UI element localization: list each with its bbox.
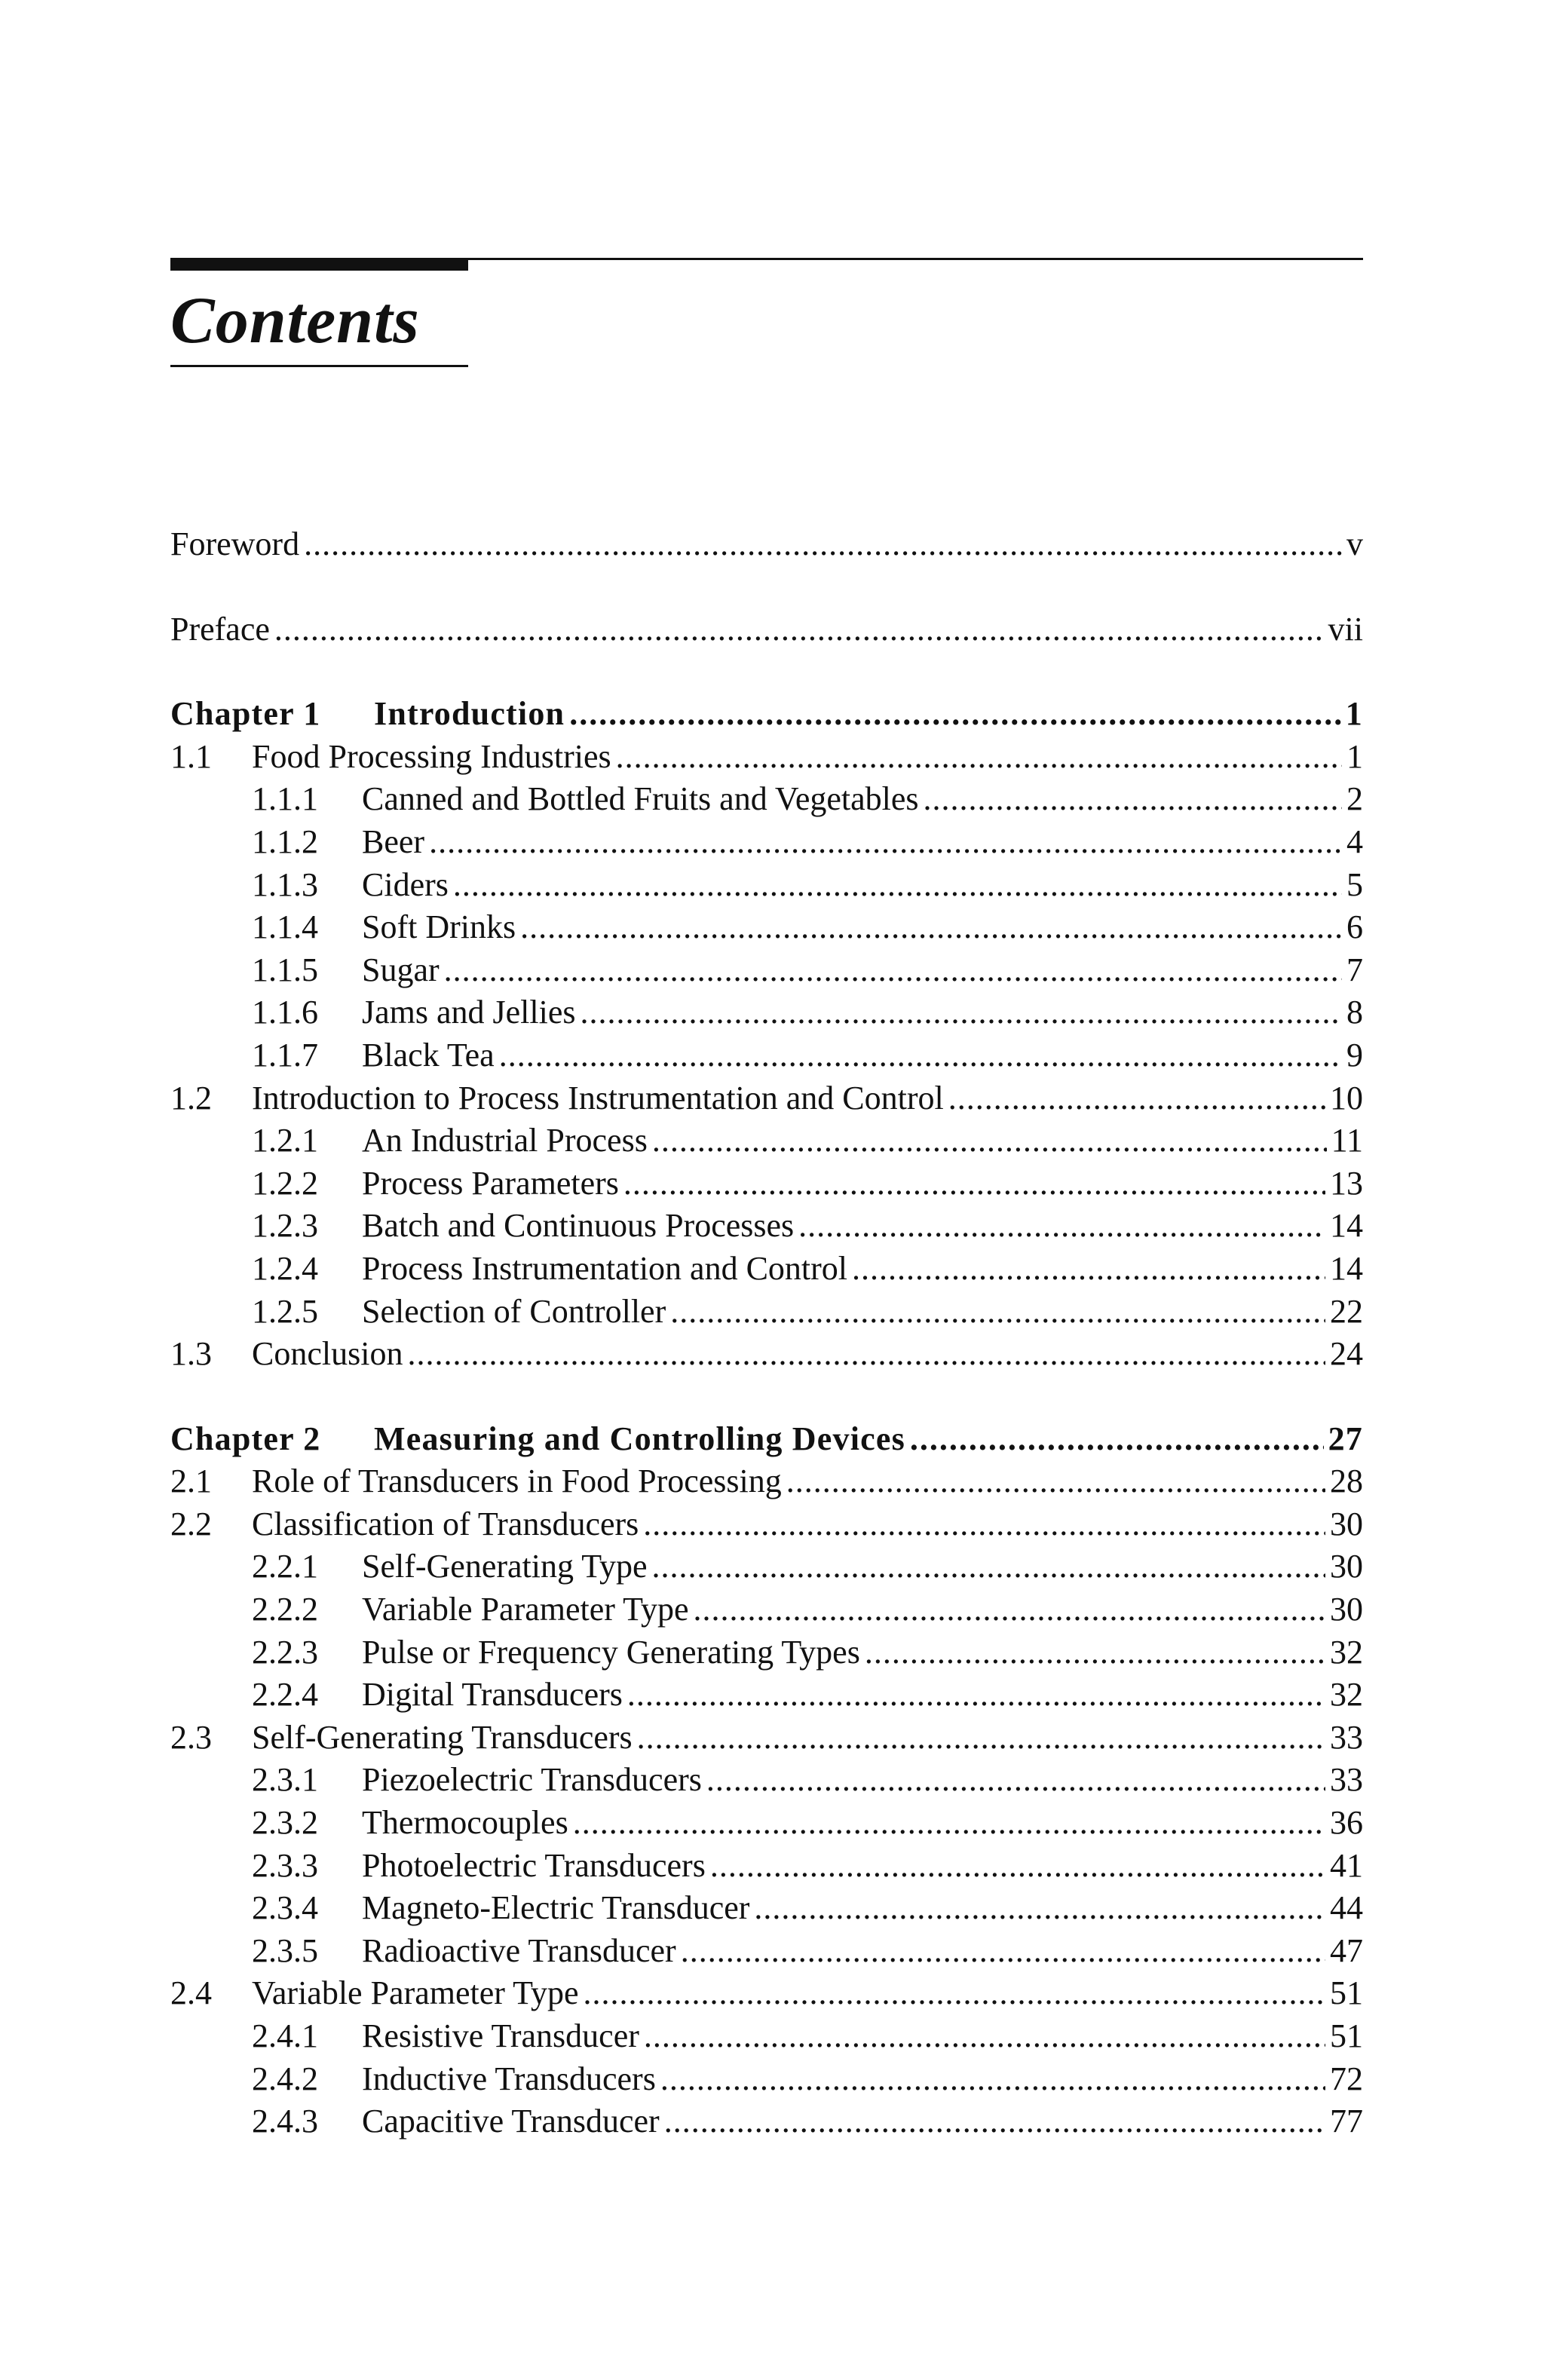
dot-leader: [429, 822, 1342, 861]
toc-page-number: 30: [1330, 1548, 1363, 1585]
toc-subsection-row[interactable]: [170, 1803, 1363, 1846]
toc-page-number: 44: [1330, 1889, 1363, 1927]
toc-section-row[interactable]: [170, 1718, 1363, 1761]
dot-leader: [616, 737, 1342, 776]
dot-leader: [865, 1633, 1325, 1671]
toc-subsection-row[interactable]: [170, 1633, 1363, 1676]
section-title: Food Processing Industries: [252, 737, 611, 775]
toc-page-number: 77: [1330, 2103, 1363, 2140]
chapter-title: Measuring and Controlling Devices: [374, 1420, 905, 1457]
section-title: Process Instrumentation and Control: [362, 1249, 848, 1287]
section-number: 2.4: [170, 1974, 212, 2012]
toc-page-number: 28: [1330, 1463, 1363, 1500]
toc-page-number: 24: [1330, 1335, 1363, 1373]
dot-leader: [660, 2060, 1325, 2098]
header-thick-bar: [170, 258, 468, 271]
dot-leader: [706, 1760, 1325, 1799]
toc-page-number: 30: [1330, 1505, 1363, 1542]
toc-page-number: 1: [1346, 737, 1363, 775]
dot-leader: [499, 1036, 1342, 1074]
dot-leader: [573, 1803, 1325, 1842]
toc-chapter-row[interactable]: [170, 694, 1363, 737]
section-title: Beer: [362, 822, 425, 860]
dot-leader: [710, 1846, 1325, 1885]
dot-leader: [664, 2102, 1325, 2140]
section-number: 1.1.4: [252, 908, 318, 946]
section-title: Radioactive Transducer: [362, 1931, 676, 1969]
dot-leader: [407, 1334, 1325, 1373]
toc-page-number: 33: [1330, 1761, 1363, 1799]
toc-page-number: 5: [1346, 865, 1363, 903]
toc-page-number: 51: [1330, 2017, 1363, 2054]
toc-subsection-row[interactable]: [170, 1888, 1363, 1931]
toc-subsection-row[interactable]: [170, 993, 1363, 1036]
section-title: Role of Transducers in Food Processing: [252, 1463, 782, 1500]
dot-leader: [852, 1249, 1325, 1288]
dot-leader: [520, 908, 1342, 946]
toc-subsection-row[interactable]: [170, 780, 1363, 822]
dot-leader: [274, 610, 1324, 648]
dot-leader: [453, 865, 1342, 904]
toc-page-number: 4: [1346, 822, 1363, 860]
toc-subsection-row[interactable]: [170, 2102, 1363, 2145]
dot-leader: [444, 951, 1342, 989]
section-number: 2.2.3: [252, 1633, 318, 1671]
dot-leader: [644, 2017, 1325, 2055]
toc-page-number: 14: [1330, 1249, 1363, 1287]
toc-subsection-row[interactable]: [170, 2017, 1363, 2060]
dot-leader: [627, 1675, 1325, 1714]
dot-leader: [754, 1888, 1325, 1927]
toc-page-number: 13: [1330, 1164, 1363, 1202]
toc-page-number: 14: [1330, 1207, 1363, 1245]
section-number: 2.3: [170, 1718, 212, 1756]
toc-page-number: 32: [1330, 1633, 1363, 1671]
toc-page-number: 33: [1330, 1718, 1363, 1756]
dot-leader: [581, 993, 1342, 1031]
section-title: Pulse or Frequency Generating Types: [362, 1633, 860, 1671]
dot-leader: [304, 525, 1342, 563]
toc-section-row[interactable]: [170, 737, 1363, 780]
toc-page-number: 47: [1330, 1931, 1363, 1969]
section-number: 2.4.2: [252, 2060, 318, 2097]
section-number: 1.1.5: [252, 951, 318, 988]
section-title: Selection of Controller: [362, 1292, 666, 1330]
chapter-label: Chapter 1: [170, 695, 321, 733]
dot-leader: [681, 1931, 1325, 1970]
section-number: 1.1.1: [252, 780, 318, 818]
toc-page-number: 1: [1345, 695, 1363, 733]
toc-subsection-row[interactable]: [170, 1164, 1363, 1207]
toc-subsection-row[interactable]: [170, 1760, 1363, 1803]
section-title: Digital Transducers: [362, 1676, 623, 1714]
section-number: 1.2.1: [252, 1122, 318, 1159]
dot-leader: [924, 780, 1342, 818]
toc-subsection-row[interactable]: [170, 908, 1363, 951]
toc-section-row[interactable]: [170, 1505, 1363, 1548]
toc-page-number: v: [1346, 525, 1363, 562]
toc-subsection-row[interactable]: [170, 951, 1363, 994]
toc-page-number: 30: [1330, 1591, 1363, 1628]
section-title: Magneto-Electric Transducer: [362, 1889, 750, 1927]
dot-leader: [637, 1718, 1325, 1757]
toc-front-matter-row[interactable]: [170, 610, 1363, 653]
toc-chapter-row[interactable]: [170, 1420, 1363, 1463]
contents-heading: Contents: [170, 284, 420, 357]
toc-subsection-row[interactable]: [170, 1931, 1363, 1974]
toc-section-row[interactable]: [170, 1974, 1363, 2017]
section-title: Soft Drinks: [362, 908, 516, 946]
toc-entry-title: Foreword: [170, 525, 300, 562]
section-number: 1.1: [170, 737, 212, 775]
section-title: Black Tea: [362, 1036, 495, 1074]
section-title: Resistive Transducer: [362, 2017, 639, 2054]
toc-page-number: 72: [1330, 2060, 1363, 2097]
dot-leader: [623, 1164, 1325, 1202]
section-number: 2.3.3: [252, 1846, 318, 1884]
toc-entry-title: Preface: [170, 610, 270, 648]
dot-leader: [948, 1079, 1325, 1117]
section-title: Self-Generating Transducers: [252, 1718, 633, 1756]
section-title: Classification of Transducers: [252, 1505, 639, 1542]
section-number: 1.1.7: [252, 1036, 318, 1074]
section-title: Piezoelectric Transducers: [362, 1761, 702, 1799]
section-title: Jams and Jellies: [362, 994, 576, 1031]
toc-page-number: 6: [1346, 908, 1363, 946]
toc-page-number: 41: [1330, 1846, 1363, 1884]
section-number: 2.4.3: [252, 2103, 318, 2140]
section-title: Process Parameters: [362, 1164, 619, 1202]
dot-leader: [786, 1462, 1325, 1500]
dot-leader: [693, 1590, 1325, 1628]
section-number: 2.2: [170, 1505, 212, 1542]
dot-leader: [583, 1974, 1325, 2012]
section-number: 1.3: [170, 1335, 212, 1373]
section-number: 2.3.4: [252, 1889, 318, 1927]
section-number: 1.2.4: [252, 1249, 318, 1287]
table-of-contents: [170, 525, 1363, 2145]
dot-leader: [652, 1547, 1325, 1585]
dot-leader: [910, 1420, 1324, 1458]
toc-page-number: 10: [1330, 1079, 1363, 1116]
section-title: Sugar: [362, 951, 440, 988]
section-title: Ciders: [362, 865, 449, 903]
section-number: 1.2: [170, 1079, 212, 1116]
toc-subsection-row[interactable]: [170, 1036, 1363, 1079]
dot-leader: [798, 1206, 1325, 1245]
section-number: 2.2.2: [252, 1591, 318, 1628]
toc-subsection-row[interactable]: [170, 1590, 1363, 1633]
toc-subsection-row[interactable]: [170, 1292, 1363, 1335]
toc-page-number: 36: [1330, 1804, 1363, 1842]
toc-page-number: 51: [1330, 1974, 1363, 2012]
toc-page-number: 22: [1330, 1292, 1363, 1330]
section-number: 1.2.5: [252, 1292, 318, 1330]
dot-leader: [569, 694, 1341, 733]
section-title: An Industrial Process: [362, 1122, 648, 1159]
toc-section-row[interactable]: [170, 1079, 1363, 1122]
section-number: 2.2.1: [252, 1548, 318, 1585]
toc-page-number: 7: [1346, 951, 1363, 988]
toc-page-number: 11: [1331, 1122, 1363, 1159]
section-number: 2.3.2: [252, 1804, 318, 1842]
dot-leader: [643, 1505, 1325, 1543]
toc-page-number: 2: [1346, 780, 1363, 818]
section-title: Introduction to Process Instrumentation and Control: [252, 1079, 944, 1116]
toc-subsection-row[interactable]: [170, 1675, 1363, 1718]
page-header: [170, 256, 1363, 369]
section-title: Inductive Transducers: [362, 2060, 656, 2097]
section-number: 2.3.1: [252, 1761, 318, 1799]
section-title: Variable Parameter Type: [252, 1974, 579, 2012]
toc-page-number: 9: [1346, 1036, 1363, 1074]
section-title: Canned and Bottled Fruits and Vegetables: [362, 780, 919, 818]
chapter-label: Chapter 2: [170, 1420, 321, 1457]
toc-subsection-row[interactable]: [170, 1249, 1363, 1292]
toc-subsection-row[interactable]: [170, 865, 1363, 908]
section-number: 1.1.3: [252, 865, 318, 903]
section-title: Batch and Continuous Processes: [362, 1207, 795, 1245]
toc-section-row[interactable]: [170, 1462, 1363, 1505]
toc-subsection-row[interactable]: [170, 1121, 1363, 1164]
section-number: 2.1: [170, 1463, 212, 1500]
toc-subsection-row[interactable]: [170, 2060, 1363, 2103]
section-number: 2.2.4: [252, 1676, 318, 1714]
section-title: Photoelectric Transducers: [362, 1846, 706, 1884]
toc-subsection-row[interactable]: [170, 822, 1363, 865]
toc-front-matter-row[interactable]: [170, 525, 1363, 568]
section-title: Self-Generating Type: [362, 1548, 648, 1585]
section-number: 1.2.2: [252, 1164, 318, 1202]
section-title: Capacitive Transducer: [362, 2103, 660, 2140]
section-title: Thermocouples: [362, 1804, 568, 1842]
toc-page-number: 27: [1328, 1420, 1363, 1457]
section-number: 1.1.2: [252, 822, 318, 860]
section-title: Variable Parameter Type: [362, 1591, 689, 1628]
section-number: 2.4.1: [252, 2017, 318, 2054]
header-rule: [468, 258, 1363, 260]
toc-section-row[interactable]: [170, 1334, 1363, 1377]
heading-underline: [170, 365, 468, 367]
toc-page-number: 8: [1346, 994, 1363, 1031]
toc-page-number: 32: [1330, 1676, 1363, 1714]
section-number: 1.1.6: [252, 994, 318, 1031]
toc-subsection-row[interactable]: [170, 1206, 1363, 1249]
toc-subsection-row[interactable]: [170, 1547, 1363, 1590]
section-number: 1.2.3: [252, 1207, 318, 1245]
toc-page-number: vii: [1328, 610, 1363, 648]
dot-leader: [670, 1292, 1325, 1331]
section-title: Conclusion: [252, 1335, 403, 1373]
toc-subsection-row[interactable]: [170, 1846, 1363, 1889]
section-number: 2.3.5: [252, 1931, 318, 1969]
chapter-title: Introduction: [374, 695, 565, 733]
dot-leader: [652, 1121, 1327, 1159]
